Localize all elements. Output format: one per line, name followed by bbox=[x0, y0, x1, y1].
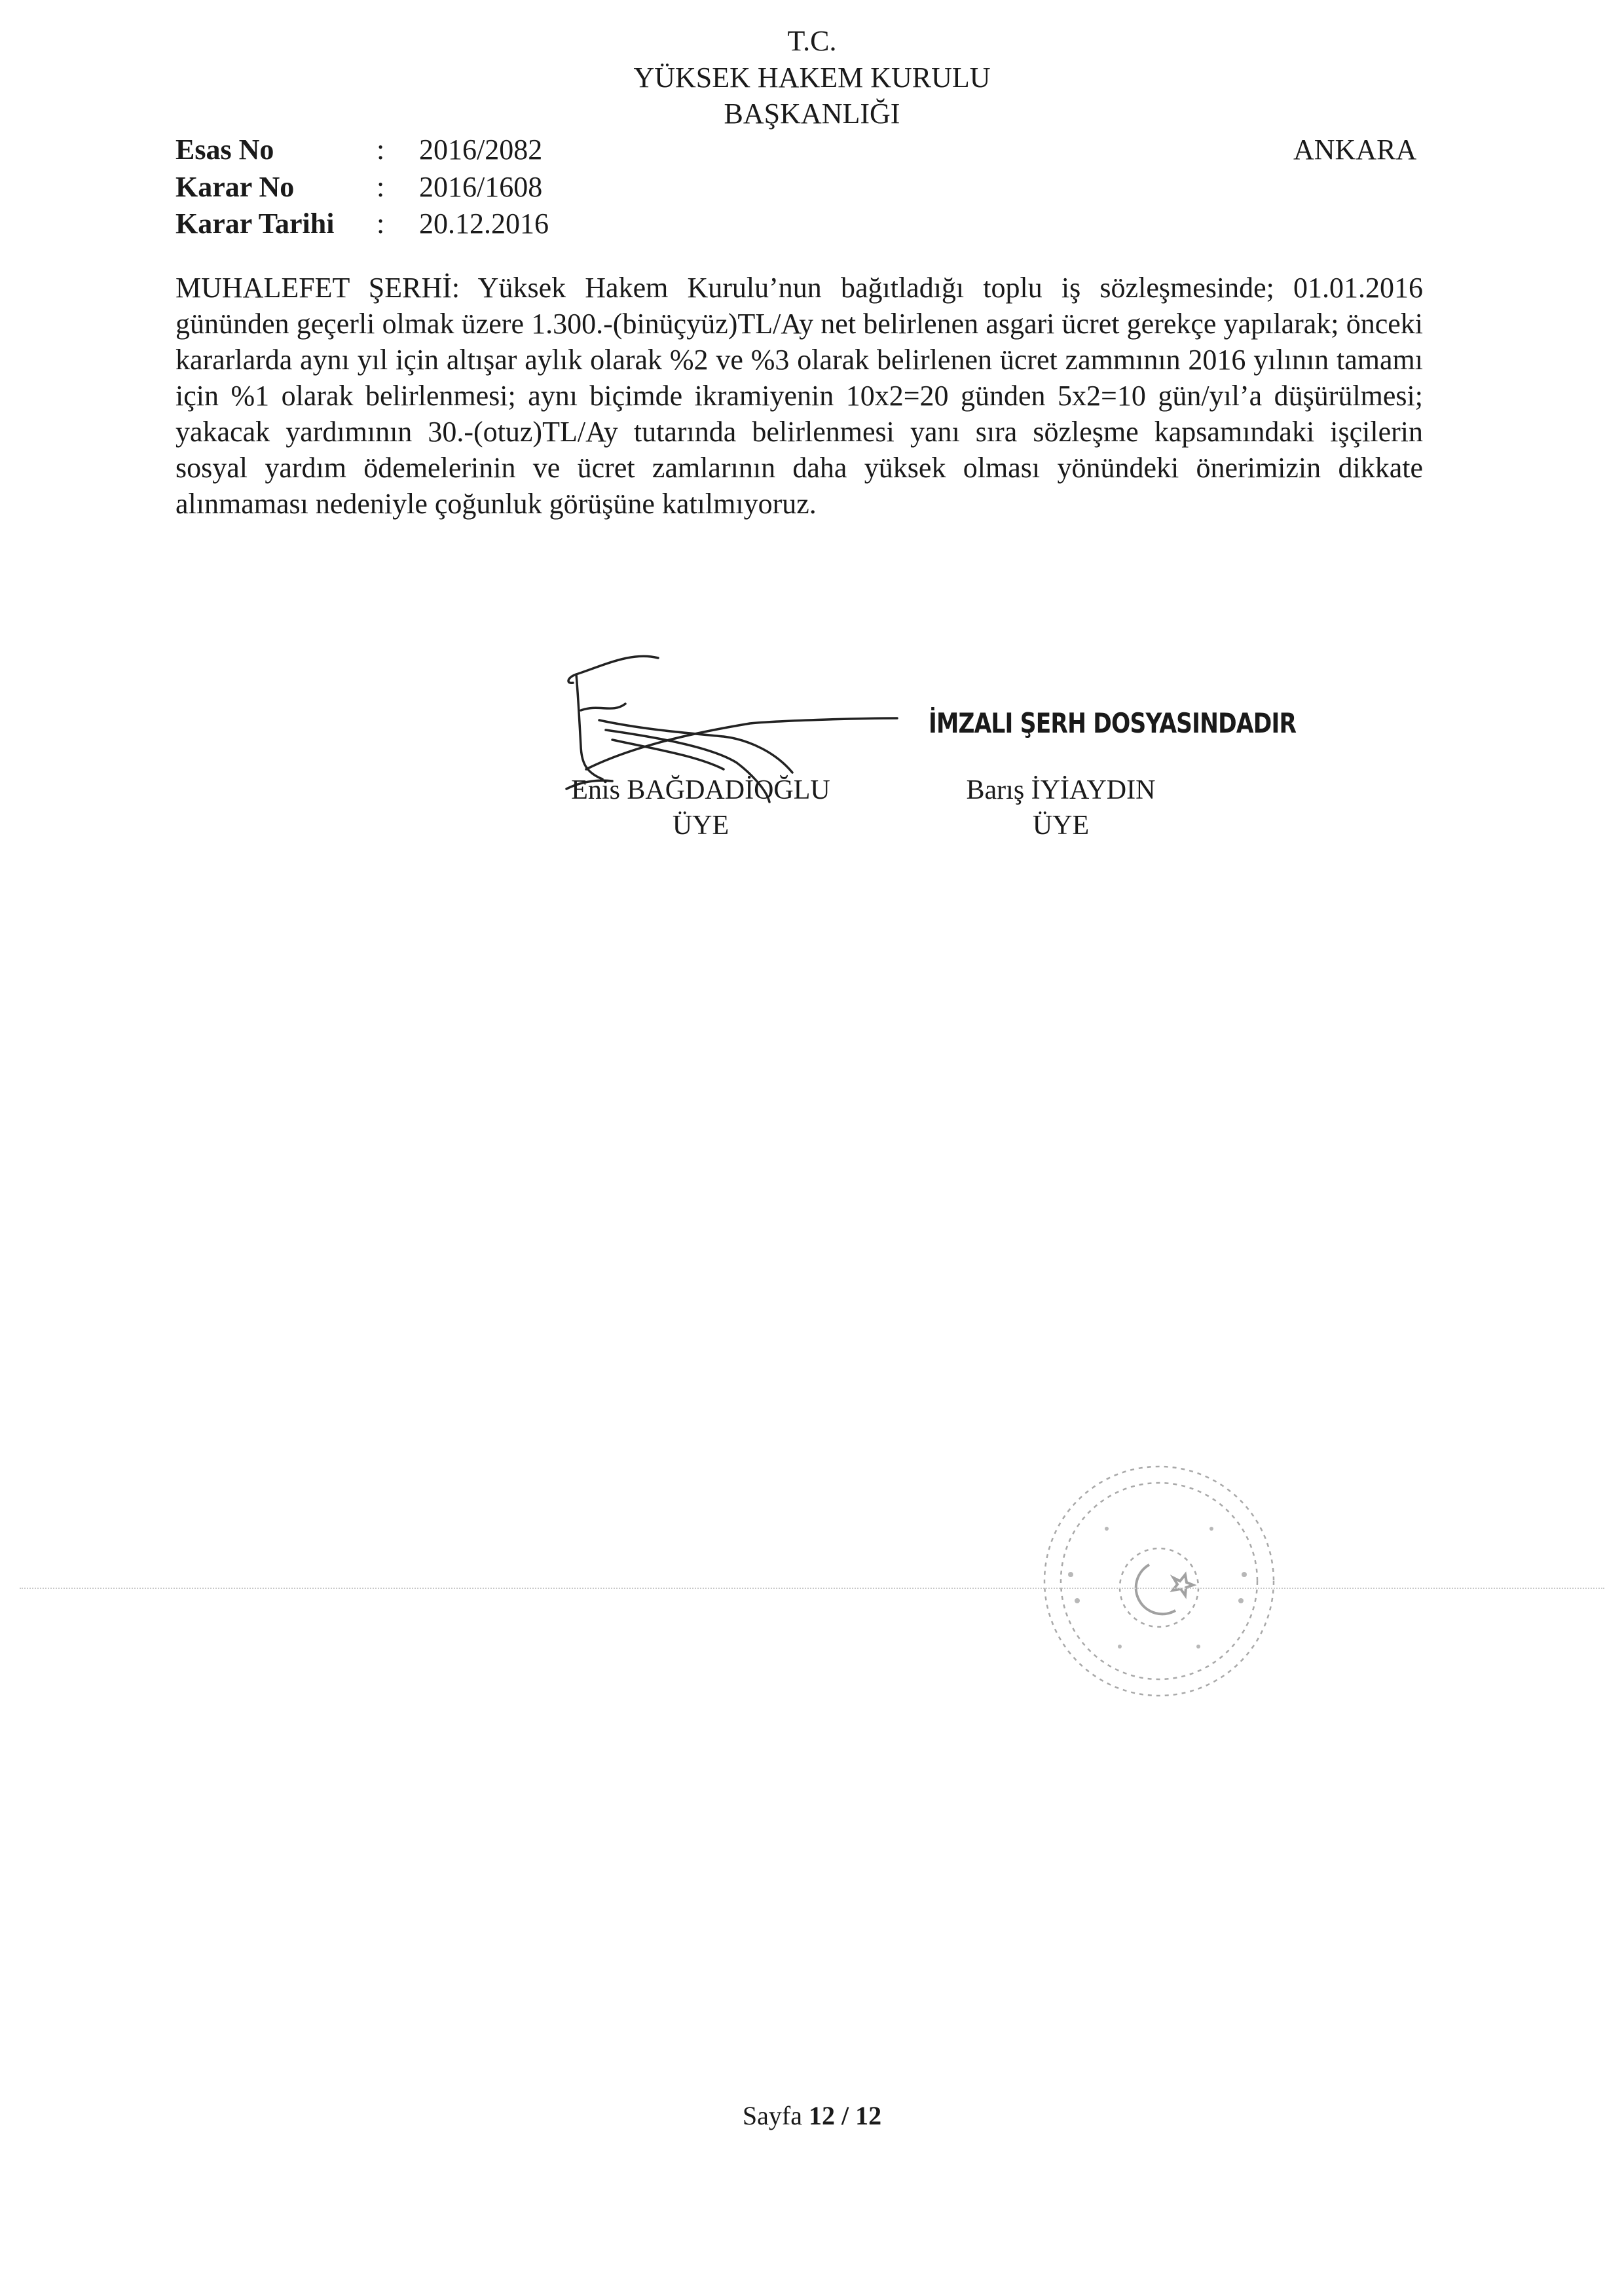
page-footer bbox=[0, 2100, 1624, 2131]
signatory-left bbox=[517, 773, 884, 843]
signatory-role: ÜYE bbox=[1032, 811, 1090, 841]
signatory-name: Barış İYİAYDIN bbox=[966, 775, 1156, 805]
dissent-paragraph: MUHALEFET ŞERHİ: Yüksek Hakem Kurulu’nun bağıtladığı toplu iş sözleşmesinde; 01.01.2016 gününden geçerli olmak üzere 1.300.-(binüçyüz)TL/Ay net belirlenen asgari ücret gerekçe yapılarak; önceki kararlarda aynı yıl için altışar aylık olarak %2 ve %3 olarak belirlenen ücret zammının 2016 yılının tamamı için %1 olarak belirlenmesi; aynı biçimde ikramiyenin 10x2=20 günden 5x2=10 gün/yıl’a düşürülmesi; yakacak yardımının 30.-(otuz)TL/Ay tutarında belirlenmesi yanı sıra sözleşme kapsamındaki işçilerin sosyal yardım ödemelerinin ve ücret zamlarının daha yüksek olması yönündeki önerimizin dikkate alınmaması nedeniyle çoğunluk görüşüne katılmıyoruz. bbox=[175, 272, 1423, 520]
city: ANKARA bbox=[1293, 134, 1417, 166]
header-tc: T.C. bbox=[787, 25, 837, 57]
signed-dissent-note: İMZALI ŞERH DOSYASINDADIR bbox=[929, 707, 1297, 739]
meta-colon: : bbox=[377, 134, 385, 166]
meta-value-esas-no: 2016/2082 bbox=[419, 134, 543, 166]
header-presidency: BAŞKANLIĞI bbox=[724, 98, 900, 130]
meta-colon: : bbox=[377, 171, 385, 203]
meta-label-esas-no: Esas No bbox=[175, 134, 274, 166]
header-institution: YÜKSEK HAKEM KURULU bbox=[633, 62, 991, 94]
meta-label-karar-no: Karar No bbox=[175, 171, 295, 203]
page-label: Sayfa bbox=[742, 2101, 802, 2130]
signatory-role: ÜYE bbox=[672, 811, 729, 841]
meta-label-karar-tarihi: Karar Tarihi bbox=[175, 208, 335, 240]
meta-value-karar-no: 2016/1608 bbox=[419, 171, 543, 203]
scan-divider bbox=[20, 1588, 1604, 1589]
official-seal-icon bbox=[1008, 1450, 1310, 1712]
meta-value-karar-tarihi: 20.12.2016 bbox=[419, 208, 549, 240]
meta-colon: : bbox=[377, 208, 385, 240]
signatory-name: Enis BAĞDADİOĞLU bbox=[571, 775, 830, 805]
signatory-right bbox=[930, 773, 1192, 843]
page-number: 12 / 12 bbox=[808, 2101, 882, 2130]
